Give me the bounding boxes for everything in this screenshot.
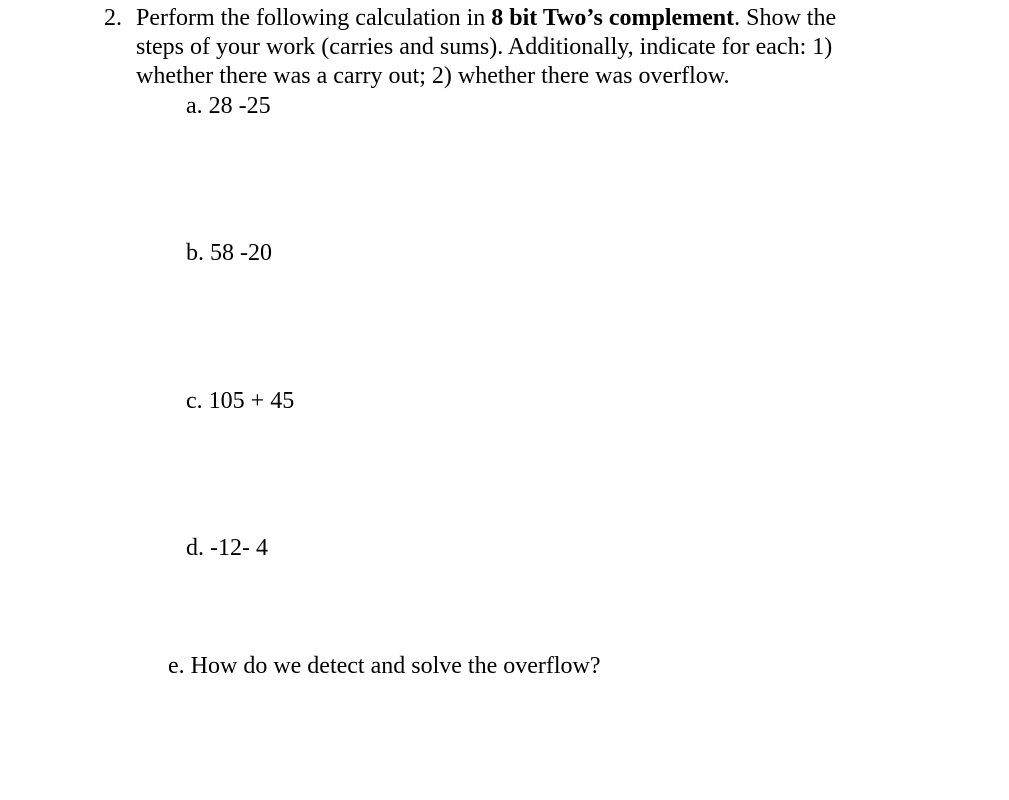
prompt-line-1 bbox=[136, 4, 996, 33]
part-b: b. 58 -20 bbox=[186, 240, 272, 266]
part-c: c. 105 + 45 bbox=[186, 388, 295, 414]
prompt-line-1-start: Perform the following calculation in bbox=[136, 5, 492, 31]
prompt-line-2: steps of your work (carries and sums). Additionally, indicate for each: 1) bbox=[136, 34, 833, 60]
part-a: a. 28 -25 bbox=[186, 93, 271, 119]
part-e: e. How do we detect and solve the overflow? bbox=[168, 653, 601, 679]
question-prompt bbox=[136, 4, 996, 91]
prompt-line-3: whether there was a carry out; 2) whether there was overflow. bbox=[136, 63, 730, 89]
question-number: 2. bbox=[104, 5, 122, 31]
prompt-bold-term: 8 bit Two’s complement bbox=[491, 5, 735, 31]
part-d: d. -12- 4 bbox=[186, 535, 268, 561]
prompt-line-1-end: . Show the bbox=[734, 5, 837, 31]
